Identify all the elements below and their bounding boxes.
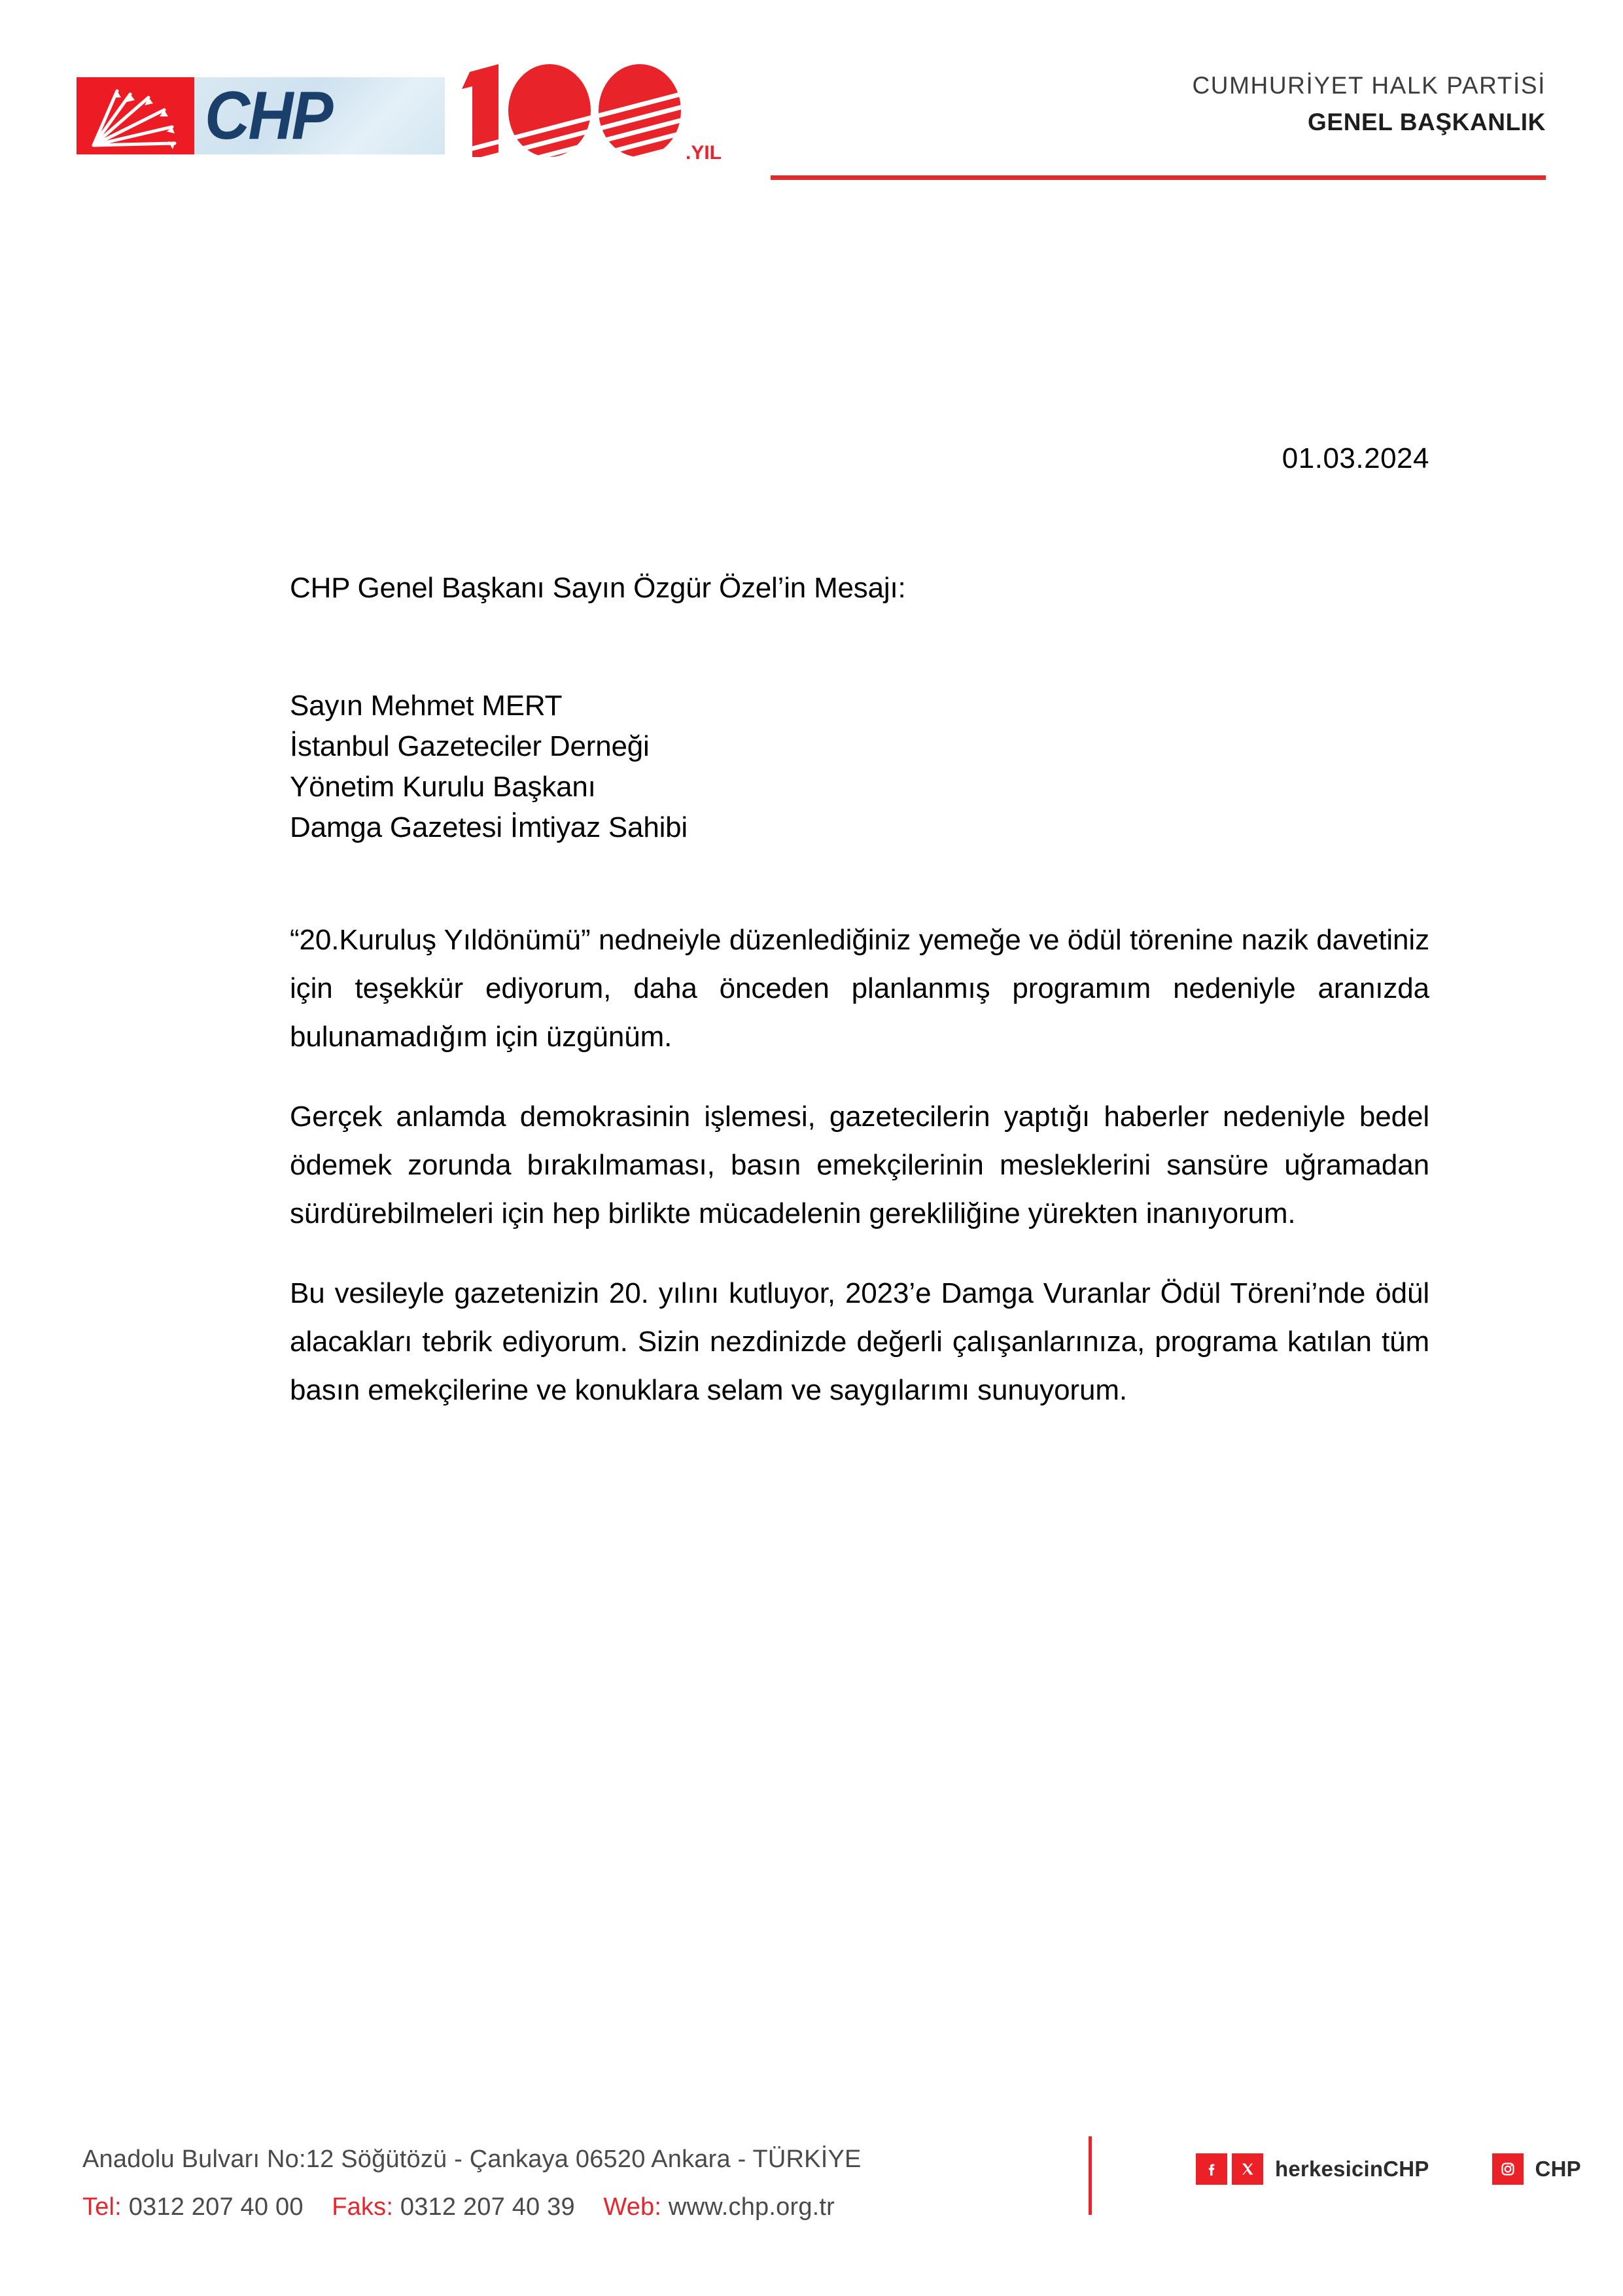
header-rule — [771, 175, 1546, 180]
footer-contact-block — [82, 2142, 1051, 2225]
social-group-main — [1196, 2153, 1429, 2185]
letter-paragraph: Gerçek anlamda demokrasinin işlemesi, gazetecilerin yaptığı haberler nedeniyle bedel ödemek zorunda bırakılmaması, basın emekçilerinin mesleklerini sansüre uğramadan sürdürebilmeleri için hep birlikte mücadelenin gerekliliğine yürekten inanıyorum. — [290, 1101, 1429, 1229]
letter-date: 01.03.2024 — [1282, 442, 1429, 474]
footer — [0, 2130, 1623, 2296]
letter-paragraph: “20.Kuruluş Yıldönümü” nedneiyle düzenlediğiniz yemeğe ve ödül törenine nazik davetiniz için teşekkür ediyorum, daha önceden planlanmış programım nedeniyle aranızda bulunamadığım için üzgünüm. — [290, 924, 1429, 1053]
recipient-line: İstanbul Gazeteciler Derneği — [290, 730, 650, 762]
x-twitter-icon[interactable] — [1232, 2153, 1263, 2185]
web-label: Web: — [603, 2193, 662, 2221]
footer-address: Anadolu Bulvarı No:12 Söğütözü - Çankaya 06520 Ankara - TÜRKİYE — [82, 2146, 862, 2173]
instagram-icon[interactable] — [1492, 2153, 1524, 2185]
anniversary-suffix-text: .YIL — [686, 142, 722, 164]
web-value[interactable]: www.chp.org.tr — [668, 2193, 835, 2221]
letterhead — [0, 0, 1623, 196]
chp-wordmark — [194, 77, 445, 154]
social-handle-main: herkesicinCHP — [1275, 2157, 1429, 2181]
letter-subject: CHP Genel Başkanı Sayın Özgür Özel’in Mesajı: — [290, 572, 906, 604]
recipient-line: Sayın Mehmet MERT — [290, 690, 563, 722]
social-handle-instagram: CHP — [1535, 2157, 1581, 2181]
party-department: GENEL BAŞKANLIK — [1308, 109, 1546, 136]
recipient-line: Yönetim Kurulu Başkanı — [290, 771, 596, 803]
tel-value: 0312 207 40 00 — [128, 2193, 304, 2221]
party-titles — [1192, 71, 1546, 138]
chp-wordmark-text: CHP — [205, 78, 332, 154]
footer-contact-line — [82, 2189, 1051, 2225]
facebook-icon[interactable] — [1196, 2153, 1227, 2185]
footer-divider — [1089, 2136, 1092, 2215]
anniversary-100-yil-logo — [458, 58, 733, 166]
footer-social-block — [1196, 2153, 1581, 2185]
social-group-instagram — [1492, 2153, 1581, 2185]
fax-label: Faks: — [332, 2193, 394, 2221]
chp-six-arrows-emblem-icon — [77, 77, 194, 154]
fax-value: 0312 207 40 39 — [400, 2193, 575, 2221]
recipient-line: Damga Gazetesi İmtiyaz Sahibi — [290, 811, 688, 843]
tel-label: Tel: — [82, 2193, 122, 2221]
chp-logo — [77, 77, 445, 154]
letter-body — [290, 916, 1429, 1415]
letter-paragraph: Bu vesileyle gazetenizin 20. yılını kutluyor, 2023’e Damga Vuranlar Ödül Töreni’nde ödül alacakları tebrik ediyorum. Sizin nezdinizde değerli çalışanlarınıza, programa katılan tüm basın emekçilerine ve konuklara selam ve saygılarımı sunuyorum. — [290, 1277, 1429, 1406]
recipient-block — [290, 686, 1429, 848]
party-name: CUMHURİYET HALK PARTİSİ — [1192, 72, 1546, 99]
